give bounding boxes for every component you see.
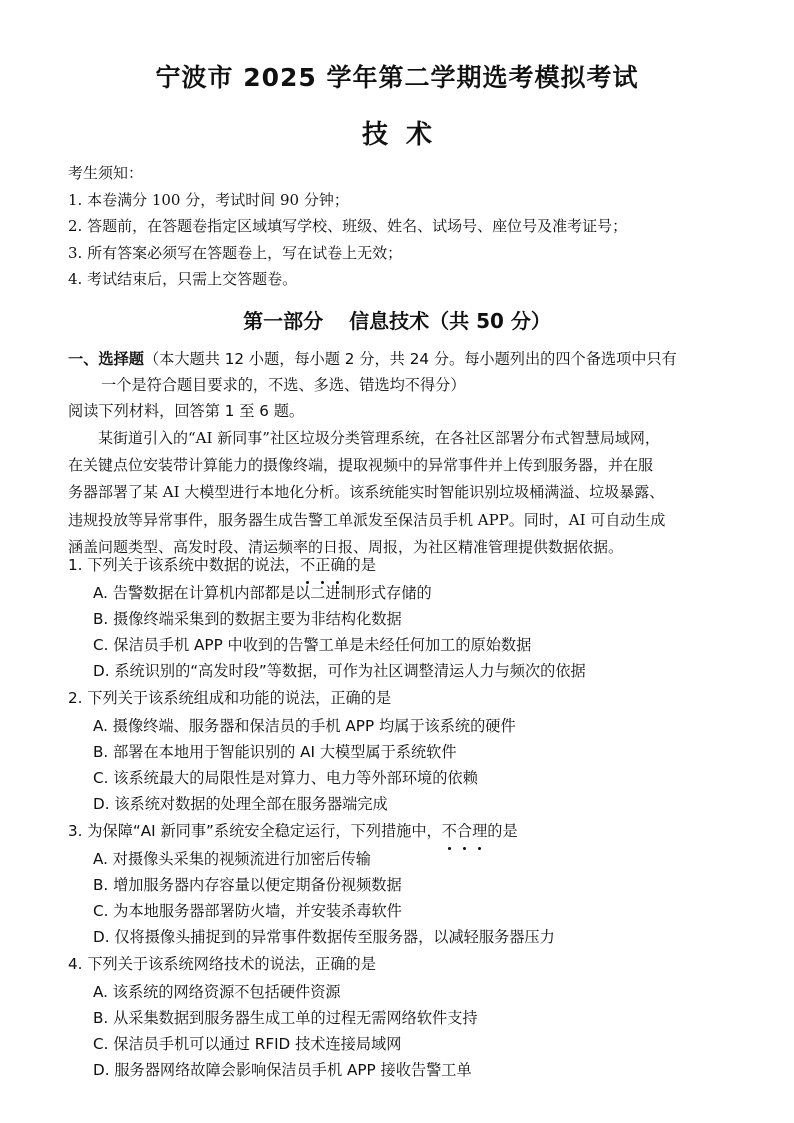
answer-option: B. 从采集数据到服务器生成工单的过程无需网络软件支持 — [93, 1009, 478, 1027]
exam-title: 宁波市 2025 学年第二学期选考模拟考试 — [155, 63, 639, 92]
answer-option: B. 摄像终端采集到的数据主要为非结构化数据 — [93, 610, 402, 628]
answer-option: B. 增加服务器内存容量以便定期备份视频数据 — [93, 876, 402, 894]
part-heading — [0, 305, 794, 334]
question-stem: 4. 下列关于该系统网络技术的说法，正确的是 — [68, 955, 376, 973]
reading-material — [68, 425, 758, 561]
notice-heading: 考生须知： — [68, 164, 144, 182]
material-line: 在关键点位安装带计算能力的摄像终端，提取视频中的异常事件并上传到服务器，并在服 — [68, 456, 654, 475]
section-desc-cont: 一个是符合题目要求的，不选、多选、错选均不得分） — [101, 376, 466, 394]
notice-item: 3. 所有答案必须写在答题卷上，写在试卷上无效； — [68, 243, 403, 262]
answer-option: A. 摄像终端、服务器和保洁员的手机 APP 均属于该系统的硬件 — [93, 717, 516, 735]
notice-item: 4. 考试结束后，只需上交答题卷。 — [68, 270, 298, 288]
emphasis-char: 正 — [315, 551, 330, 580]
answer-option: D. 服务器网络故障会影响保洁员手机 APP 接收告警工单 — [93, 1061, 472, 1079]
answer-option: A. 对摄像头采集的视频流进行加密后传输 — [93, 850, 371, 868]
section-label: 一、选择题 — [68, 350, 144, 368]
part-name: 第一部分 — [243, 309, 324, 333]
answer-option: C. 该系统最大的局限性是对算力、电力等外部环境的依赖 — [93, 769, 478, 787]
question-stem: 1. 下列关于该系统中数据的说法，不正确的是 — [68, 551, 758, 580]
section-desc: （本大题共 12 小题，每小题 2 分，共 24 分。每小题列出的四个备选项中只有 — [143, 350, 677, 368]
emphasis-char: 不 — [442, 817, 457, 846]
answer-option: D. 系统识别的“高发时段”等数据，可作为社区调整清运人力与频次的依据 — [93, 662, 586, 680]
subject-title: 技术 — [361, 120, 450, 150]
answer-option: A. 告警数据在计算机内部都是以二进制形式存储的 — [93, 584, 432, 602]
material-line: 涵盖问题类型、高发时段、清运频率的日报、周报，为社区精准管理提供数据依据。 — [68, 537, 624, 556]
emphasis-char: 合 — [457, 817, 472, 846]
section-instruction: 阅读下列材料，回答第 1 至 6 题。 — [68, 402, 305, 420]
emphasis-char: 不 — [300, 551, 315, 580]
answer-option: C. 保洁员手机可以通过 RFID 技术连接局域网 — [93, 1035, 402, 1053]
material-line: 违规投放等异常事件，服务器生成告警工单派发至保洁员手机 APP。同时，AI 可自动生成 — [68, 510, 666, 529]
emphasis-char: 理 — [472, 817, 487, 846]
question-stem: 2. 下列关于该系统组成和功能的说法，正确的是 — [68, 689, 392, 707]
material-line: 务器部署了某 AI 大模型进行本地化分析。该系统能实时智能识别垃圾桶满溢、垃圾暴露、 — [68, 483, 665, 502]
notice-item: 1. 本卷满分 100 分，考试时间 90 分钟； — [68, 190, 349, 209]
question-list — [68, 551, 758, 1083]
section-heading — [68, 346, 758, 424]
answer-option: D. 仅将摄像头捕捉到的异常事件数据传至服务器，以减轻服务器压力 — [93, 928, 555, 946]
emphasis-char: 确 — [330, 551, 345, 580]
answer-option: C. 为本地服务器部署防火墙，并安装杀毒软件 — [93, 902, 402, 920]
exam-notice — [68, 160, 627, 293]
question-stem: 3. 为保障“AI 新同事”系统安全稳定运行，下列措施中，不合理的是 — [68, 817, 758, 846]
answer-option: B. 部署在本地用于智能识别的 AI 大模型属于系统软件 — [93, 743, 457, 761]
notice-item: 2. 答题前，在答题卷指定区域填写学校、班级、姓名、试场号、座位号及准考证号； — [68, 217, 628, 235]
answer-option: D. 该系统对数据的处理全部在服务器端完成 — [93, 795, 388, 813]
part-title: 信息技术（共 50 分） — [349, 309, 551, 333]
answer-option: A. 该系统的网络资源不包括硬件资源 — [93, 983, 341, 1001]
material-line: 某街道引入的“AI 新同事”社区垃圾分类管理系统，在各社区部署分布式智慧局域网， — [98, 429, 660, 447]
answer-option: C. 保洁员手机 APP 中收到的告警工单是未经任何加工的原始数据 — [93, 636, 532, 654]
